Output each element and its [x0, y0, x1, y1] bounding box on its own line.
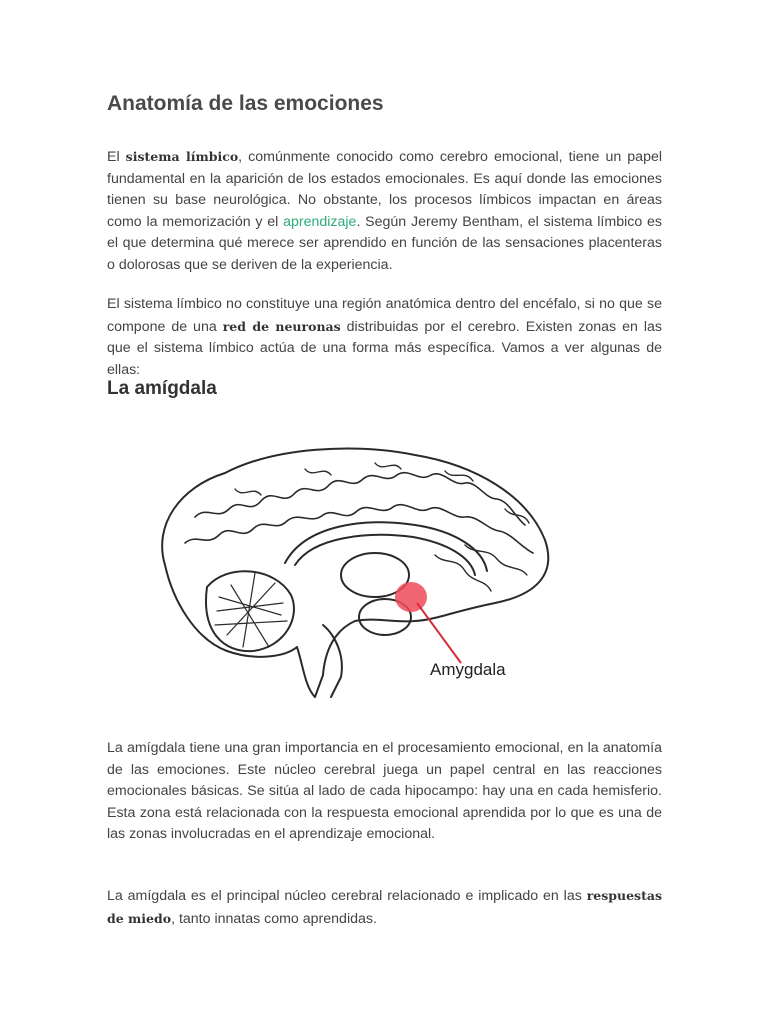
text: . Según Jeremy Bentham, el sistema límbico es el que determina qué merece ser aprendido en función de las sensaciones placenteras o dolorosas que se deriven de la experiencia. — [107, 213, 662, 273]
paragraph-sistema-limbico — [107, 146, 662, 276]
term-respuestas-de-miedo: respuestas de miedo — [107, 888, 662, 926]
text: El sistema límbico no constituye una región anatómica dentro del encéfalo, si no que se compone de una — [107, 296, 662, 335]
text: distribuidas por el cerebro. Existen zonas en las que el sistema límbico actúa de una forma más específica. Vamos a ver algunas de ellas: — [107, 318, 662, 378]
aprendizaje-link[interactable]: aprendizaje — [283, 213, 357, 230]
section-title-amigdala: La amígdala — [107, 378, 217, 399]
gyri — [195, 473, 525, 525]
text: El — [107, 149, 126, 165]
text: , tanto innatas como aprendidas. — [171, 910, 377, 927]
amygdala-highlight — [395, 582, 427, 612]
paragraph-red-neuronas — [107, 294, 662, 381]
text: , comúnmente conocido como cerebro emocional, tiene un papel fundamental en la aparición de los estados emocionales. Es aquí donde las emociones tienen su base neurológica. No obstante, los procesos límbicos impactan en áreas como la memorización y el — [107, 149, 662, 230]
text: La amígdala es el principal núcleo cerebral relacionado e implicado en las — [107, 888, 587, 904]
page-title: Anatomía de las emociones — [107, 92, 384, 115]
term-sistema-limbico: sistema límbico — [125, 149, 239, 164]
brain-illustration — [135, 425, 565, 707]
paragraph-respuestas-miedo — [107, 885, 662, 930]
amygdala-label: Amygdala — [430, 660, 506, 679]
term-red-de-neuronas: red de neuronas — [222, 318, 341, 334]
paragraph-amigdala: La amígdala tiene una gran importancia en el procesamiento emocional, en la anatomía de las emociones. Este núcleo cerebral juega un papel central en las reacciones emocionales básicas. Se sitúa al lado de cada hipocampo: hay una en cada hemisferio. Esta zona está relacionada con la respuesta emocional aprendida por lo que es una de las zonas involucradas en el aprendizaje emocional. — [107, 740, 662, 842]
